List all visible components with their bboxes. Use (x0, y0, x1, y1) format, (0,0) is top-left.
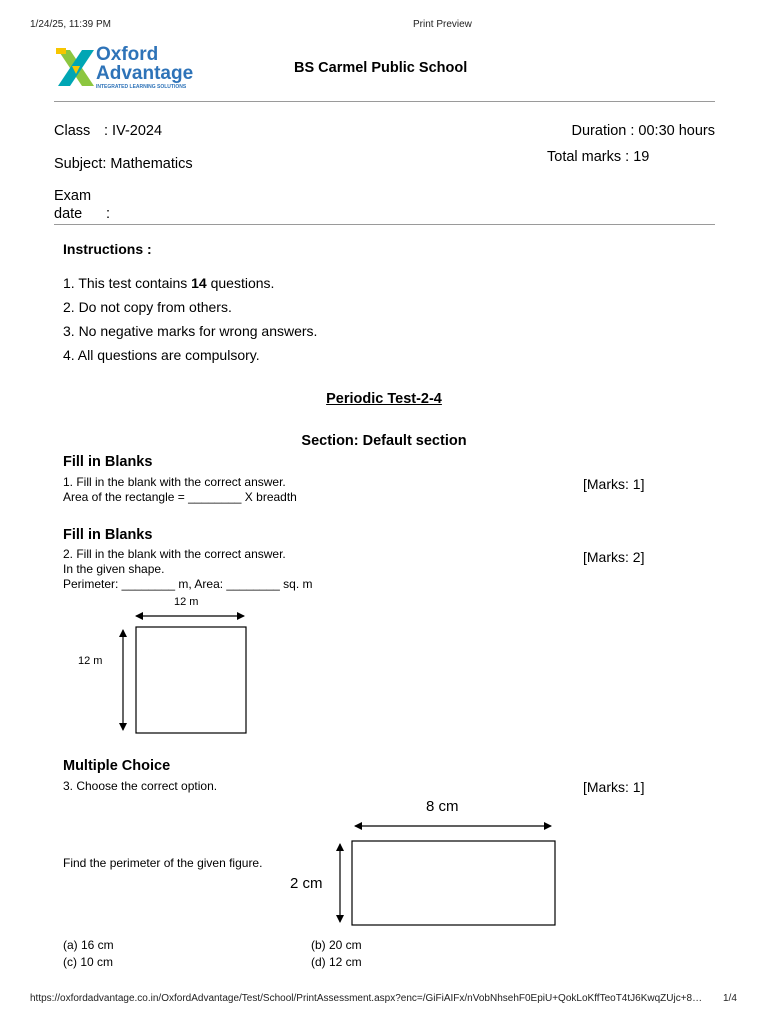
logo-tagline: INTEGRATED LEARNING SOLUTIONS (96, 84, 187, 90)
q1-marks: [Marks: 1] (583, 476, 645, 492)
q1-instruction: 1. Fill in the blank with the correct answer. (63, 475, 286, 489)
duration-text: Duration : 00:30 hours (571, 123, 715, 139)
instruction-1-count: 14 (191, 275, 207, 291)
q3-marks: [Marks: 1] (583, 779, 645, 795)
instructions-title: Instructions : (63, 241, 152, 257)
section-title: Section: Default section (301, 433, 467, 449)
q1-type: Fill in Blanks (63, 454, 153, 470)
q3-prompt: Find the perimeter of the given figure. (63, 856, 263, 870)
q2-side-label: 12 m (78, 655, 103, 667)
q1-question: Area of the rectangle = ________ X breadth (63, 490, 297, 504)
q3-rectangle-figure (285, 792, 565, 932)
q3-instruction: 3. Choose the correct option. (63, 779, 218, 793)
q2-marks: [Marks: 2] (583, 549, 645, 565)
q3-top-label: 8 cm (426, 798, 459, 815)
instruction-4: 4. All questions are compulsory. (63, 347, 260, 363)
school-name: BS Carmel Public School (294, 60, 468, 76)
q3-type: Multiple Choice (63, 758, 171, 774)
q2-square (136, 627, 246, 733)
instruction-1-pre: 1. This test contains (63, 275, 192, 291)
print-page-number: 1/4 (723, 993, 737, 1004)
logo-word-advantage: Advantage (96, 63, 194, 84)
q2-type: Fill in Blanks (63, 527, 153, 543)
q2-square-figure (70, 590, 260, 740)
q3-option-d: (d) 12 cm (311, 955, 362, 969)
q3-option-c: (c) 10 cm (63, 955, 114, 969)
exam-label: Exam (54, 188, 92, 204)
q2-context: In the given shape. (63, 562, 165, 576)
instruction-2: 2. Do not copy from others. (63, 299, 232, 315)
q2-instruction: 2. Fill in the blank with the correct answer. (63, 547, 286, 561)
q2-top-label: 12 m (174, 596, 199, 608)
logo-word-oxford: Oxford (96, 44, 159, 65)
q3-option-a: (a) 16 cm (63, 938, 114, 952)
instruction-1 (63, 275, 274, 291)
print-url: https://oxfordadvantage.co.in/OxfordAdvantage/Test/School/PrintAssessment.aspx?enc=/GiFiAIFx/nVobNhsehF0EpiU+QokLoKffTeoT4tJ6KwqZUjc+8… (30, 993, 703, 1004)
class-value: : IV-2024 (104, 123, 163, 139)
test-title: Periodic Test-2-4 (326, 391, 442, 407)
q3-option-b: (b) 20 cm (311, 938, 362, 952)
q2-question: Perimeter: ________ m, Area: ________ sq. m (63, 577, 313, 591)
subject-text: Subject: Mathematics (54, 156, 193, 172)
instruction-3: 3. No negative marks for wrong answers. (63, 323, 318, 339)
print-preview-title: Print Preview (413, 19, 472, 30)
logo-mark-icon (54, 46, 98, 90)
date-label: date (54, 206, 83, 222)
q3-rectangle (352, 841, 555, 925)
header-divider (54, 101, 715, 102)
instruction-1-post: questions. (206, 275, 275, 291)
total-marks-text: Total marks : 19 (547, 149, 650, 165)
date-colon: : (106, 206, 111, 222)
meta-divider (54, 224, 715, 225)
class-label: Class (54, 123, 91, 139)
oxford-advantage-logo (54, 44, 194, 94)
q3-side-label: 2 cm (290, 875, 323, 892)
print-timestamp: 1/24/25, 11:39 PM (30, 19, 111, 30)
